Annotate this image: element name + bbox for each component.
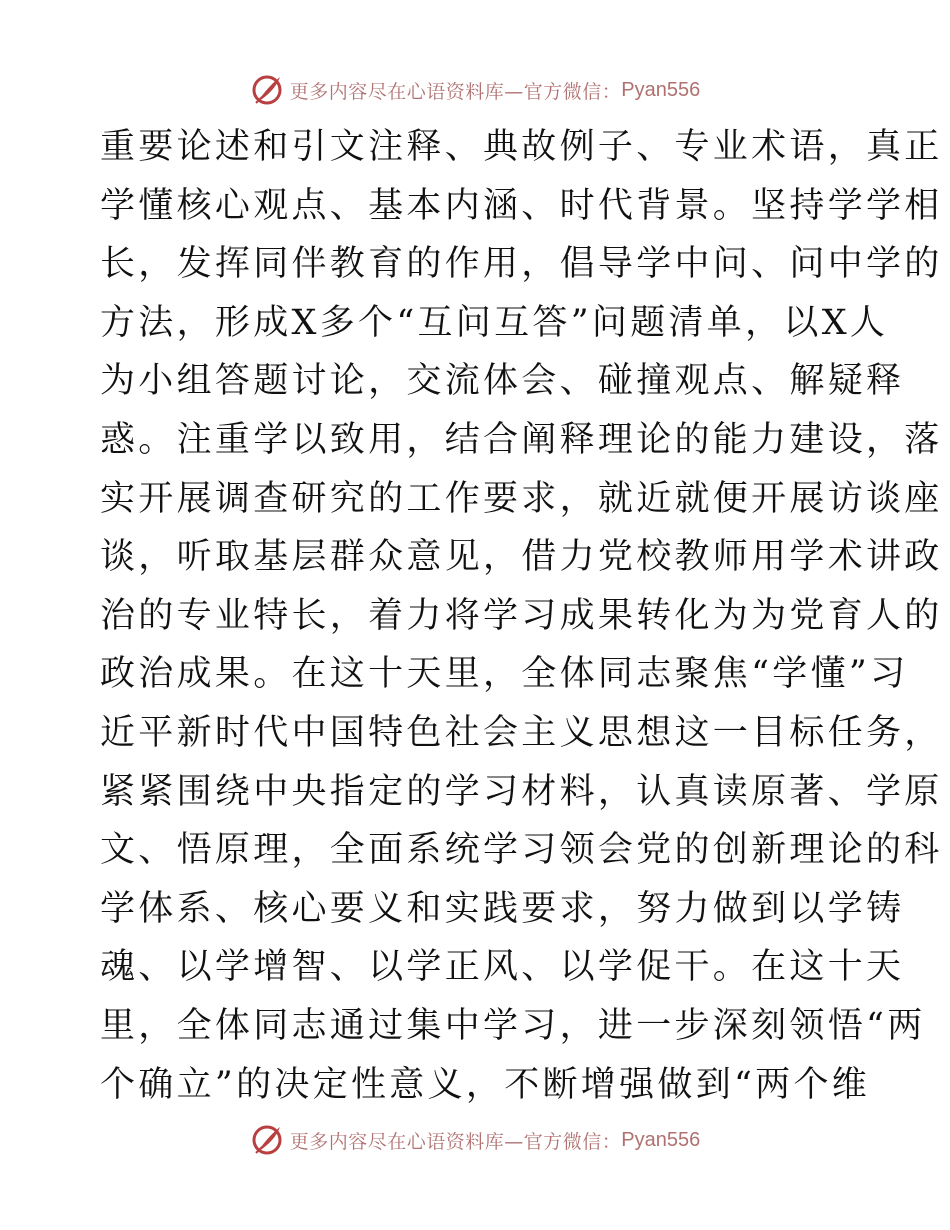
text-line: 学懂核心观点、基本内涵、时代背景。坚持学学相 <box>100 185 943 226</box>
header-watermark-banner <box>0 70 950 110</box>
text-line: 为小组答题讨论，交流体会、碰撞观点、解疑释 <box>100 361 905 402</box>
text-line: 长，发挥同伴教育的作用，倡导学中问、问中学的 <box>100 244 943 285</box>
header-wechat-id: Pyan556 <box>621 78 701 101</box>
footer-watermark-text: 更多内容尽在心语资料库—官方微信： <box>289 1130 622 1153</box>
text-line: 紧紧围绕中央指定的学习材料，认真读原著、学原 <box>100 771 943 812</box>
feather-pen-logo-icon <box>250 73 284 107</box>
text-line: 惑。注重学以致用，结合阐释理论的能力建设，落 <box>100 419 943 460</box>
text-line: 谈，听取基层群众意见，借力党校教师用学术讲政 <box>100 537 943 578</box>
header-watermark-text: 更多内容尽在心语资料库—官方微信： <box>289 80 622 103</box>
text-line: 文、悟原理，全面系统学习领会党的创新理论的科 <box>100 830 943 871</box>
footer-wechat-id: Pyan556 <box>621 1128 701 1151</box>
footer-watermark-banner <box>0 1120 950 1160</box>
text-line: 魂、以学增智、以学正风、以学促干。在这十天 <box>100 947 905 988</box>
document-body <box>100 118 943 1114</box>
feather-pen-logo-icon <box>250 1123 284 1157</box>
text-line: 学体系、核心要义和实践要求，努力做到以学铸 <box>100 888 905 929</box>
text-line: 重要论述和引文注释、典故例子、专业术语，真正 <box>100 127 943 167</box>
text-line: 里，全体同志通过集中学习，进一步深刻领悟“两 <box>100 1005 926 1046</box>
text-line: 实开展调查研究的工作要求，就近就便开展访谈座 <box>100 478 943 519</box>
text-line: 方法，形成X多个“互问互答”问题清单，以X人 <box>100 302 889 343</box>
text-line: 政治成果。在这十天里，全体同志聚焦“学懂”习 <box>100 654 909 695</box>
text-line: 个确立”的决定性意义，不断增强做到“两个维 <box>100 1064 871 1105</box>
text-line: 治的专业特长，着力将学习成果转化为为党育人的 <box>100 595 943 636</box>
text-line: 近平新时代中国特色社会主义思想这一目标任务， <box>100 712 943 753</box>
